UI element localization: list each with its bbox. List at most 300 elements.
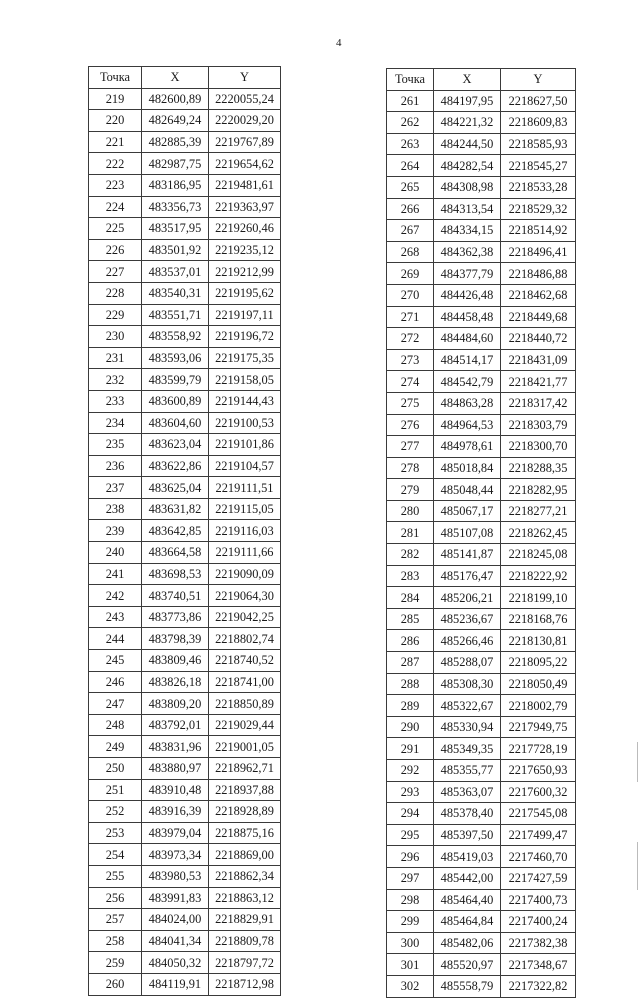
table-row bbox=[387, 371, 576, 393]
cell-x: 485176,47 bbox=[434, 565, 501, 587]
table-row bbox=[387, 457, 576, 479]
cell-y: 2217427,59 bbox=[501, 867, 576, 889]
cell-y: 2219197,11 bbox=[209, 304, 281, 326]
cell-y: 2218962,71 bbox=[209, 758, 281, 780]
table-row bbox=[89, 887, 281, 909]
cell-y: 2218095,22 bbox=[501, 652, 576, 674]
cell-y: 2218627,50 bbox=[501, 90, 576, 112]
cell-point: 259 bbox=[89, 952, 142, 974]
cell-point: 223 bbox=[89, 174, 142, 196]
cell-x: 485308,30 bbox=[434, 673, 501, 695]
table-row bbox=[89, 88, 281, 110]
table-row bbox=[89, 542, 281, 564]
cell-x: 483517,95 bbox=[142, 218, 209, 240]
cell-x: 483623,04 bbox=[142, 434, 209, 456]
cell-x: 483809,20 bbox=[142, 693, 209, 715]
cell-y: 2218486,88 bbox=[501, 263, 576, 285]
cell-point: 272 bbox=[387, 328, 434, 350]
cell-point: 260 bbox=[89, 973, 142, 995]
cell-x: 485266,46 bbox=[434, 630, 501, 652]
cell-point: 234 bbox=[89, 412, 142, 434]
cell-y: 2219654,62 bbox=[209, 153, 281, 175]
cell-point: 258 bbox=[89, 930, 142, 952]
table-row bbox=[89, 520, 281, 542]
cell-x: 484244,50 bbox=[434, 133, 501, 155]
cell-x: 483798,39 bbox=[142, 628, 209, 650]
cell-point: 266 bbox=[387, 198, 434, 220]
cell-point: 250 bbox=[89, 758, 142, 780]
cell-y: 2217382,38 bbox=[501, 932, 576, 954]
cell-x: 484221,32 bbox=[434, 112, 501, 134]
cell-y: 2218168,76 bbox=[501, 608, 576, 630]
cell-x: 483773,86 bbox=[142, 606, 209, 628]
cell-point: 236 bbox=[89, 455, 142, 477]
table-row bbox=[89, 304, 281, 326]
cell-point: 299 bbox=[387, 911, 434, 933]
cell-x: 483916,39 bbox=[142, 801, 209, 823]
cell-x: 484282,54 bbox=[434, 155, 501, 177]
cell-x: 483809,46 bbox=[142, 650, 209, 672]
cell-x: 483642,85 bbox=[142, 520, 209, 542]
cell-x: 483501,92 bbox=[142, 239, 209, 261]
cell-point: 221 bbox=[89, 131, 142, 153]
page-number: 4 bbox=[336, 37, 342, 49]
table-row bbox=[387, 803, 576, 825]
cell-y: 2217499,47 bbox=[501, 824, 576, 846]
cell-y: 2220055,24 bbox=[209, 88, 281, 110]
cell-y: 2218545,27 bbox=[501, 155, 576, 177]
cell-point: 263 bbox=[387, 133, 434, 155]
cell-point: 298 bbox=[387, 889, 434, 911]
header-x: X bbox=[434, 69, 501, 91]
table-row bbox=[89, 153, 281, 175]
cell-y: 2218449,68 bbox=[501, 306, 576, 328]
cell-y: 2217348,67 bbox=[501, 954, 576, 976]
table-row bbox=[387, 500, 576, 522]
cell-x: 483625,04 bbox=[142, 477, 209, 499]
coordinates-table-left bbox=[88, 66, 281, 996]
table-row bbox=[387, 176, 576, 198]
cell-x: 485355,77 bbox=[434, 760, 501, 782]
cell-x: 483826,18 bbox=[142, 671, 209, 693]
cell-x: 485067,17 bbox=[434, 500, 501, 522]
cell-y: 2218741,00 bbox=[209, 671, 281, 693]
cell-point: 295 bbox=[387, 824, 434, 846]
table-header-row bbox=[387, 69, 576, 91]
cell-y: 2220029,20 bbox=[209, 110, 281, 132]
cell-x: 485558,79 bbox=[434, 975, 501, 997]
cell-y: 2218245,08 bbox=[501, 544, 576, 566]
cell-y: 2219196,72 bbox=[209, 326, 281, 348]
cell-y: 2219111,66 bbox=[209, 542, 281, 564]
cell-y: 2219175,35 bbox=[209, 347, 281, 369]
cell-y: 2219104,57 bbox=[209, 455, 281, 477]
cell-x: 484050,32 bbox=[142, 952, 209, 974]
cell-point: 229 bbox=[89, 304, 142, 326]
cell-x: 484313,54 bbox=[434, 198, 501, 220]
cell-x: 485141,87 bbox=[434, 544, 501, 566]
table-row bbox=[89, 261, 281, 283]
cell-point: 225 bbox=[89, 218, 142, 240]
cell-point: 257 bbox=[89, 909, 142, 931]
table-row bbox=[89, 758, 281, 780]
table-row bbox=[89, 585, 281, 607]
cell-point: 284 bbox=[387, 587, 434, 609]
table-row bbox=[89, 412, 281, 434]
cell-point: 241 bbox=[89, 563, 142, 585]
table-row bbox=[387, 198, 576, 220]
table-row bbox=[89, 930, 281, 952]
table-row bbox=[89, 650, 281, 672]
cell-y: 2219001,05 bbox=[209, 736, 281, 758]
cell-x: 485048,44 bbox=[434, 479, 501, 501]
cell-point: 226 bbox=[89, 239, 142, 261]
cell-y: 2218002,79 bbox=[501, 695, 576, 717]
cell-point: 301 bbox=[387, 954, 434, 976]
cell-x: 485107,08 bbox=[434, 522, 501, 544]
table-row bbox=[387, 652, 576, 674]
cell-y: 2219195,62 bbox=[209, 282, 281, 304]
table-row bbox=[387, 824, 576, 846]
cell-y: 2218288,35 bbox=[501, 457, 576, 479]
cell-point: 235 bbox=[89, 434, 142, 456]
table-row bbox=[89, 326, 281, 348]
table-row bbox=[89, 822, 281, 844]
cell-y: 2218262,45 bbox=[501, 522, 576, 544]
cell-y: 2217460,70 bbox=[501, 846, 576, 868]
cell-x: 485464,84 bbox=[434, 911, 501, 933]
cell-point: 288 bbox=[387, 673, 434, 695]
table-row bbox=[387, 565, 576, 587]
cell-y: 2219235,12 bbox=[209, 239, 281, 261]
cell-y: 2219101,86 bbox=[209, 434, 281, 456]
cell-x: 483631,82 bbox=[142, 498, 209, 520]
table-row bbox=[387, 392, 576, 414]
cell-point: 254 bbox=[89, 844, 142, 866]
cell-x: 485397,50 bbox=[434, 824, 501, 846]
cell-point: 282 bbox=[387, 544, 434, 566]
cell-x: 483599,79 bbox=[142, 369, 209, 391]
cell-y: 2219260,46 bbox=[209, 218, 281, 240]
cell-y: 2218609,83 bbox=[501, 112, 576, 134]
cell-point: 224 bbox=[89, 196, 142, 218]
cell-x: 485442,00 bbox=[434, 867, 501, 889]
cell-point: 244 bbox=[89, 628, 142, 650]
cell-point: 285 bbox=[387, 608, 434, 630]
cell-x: 484024,00 bbox=[142, 909, 209, 931]
cell-x: 484964,53 bbox=[434, 414, 501, 436]
cell-point: 276 bbox=[387, 414, 434, 436]
cell-x: 485520,97 bbox=[434, 954, 501, 976]
cell-point: 247 bbox=[89, 693, 142, 715]
cell-x: 484362,38 bbox=[434, 241, 501, 263]
cell-y: 2219064,30 bbox=[209, 585, 281, 607]
table-row bbox=[89, 909, 281, 931]
table-row bbox=[387, 760, 576, 782]
coordinates-table-right bbox=[386, 68, 576, 998]
header-point: Точка bbox=[89, 67, 142, 89]
cell-x: 483186,95 bbox=[142, 174, 209, 196]
cell-x: 485330,94 bbox=[434, 716, 501, 738]
cell-point: 239 bbox=[89, 520, 142, 542]
table-row bbox=[89, 628, 281, 650]
cell-y: 2219212,99 bbox=[209, 261, 281, 283]
cell-point: 287 bbox=[387, 652, 434, 674]
cell-y: 2217400,73 bbox=[501, 889, 576, 911]
cell-y: 2218440,72 bbox=[501, 328, 576, 350]
cell-x: 485378,40 bbox=[434, 803, 501, 825]
cell-y: 2218050,49 bbox=[501, 673, 576, 695]
cell-x: 483558,92 bbox=[142, 326, 209, 348]
table-row bbox=[387, 90, 576, 112]
cell-x: 483604,60 bbox=[142, 412, 209, 434]
table-row bbox=[89, 801, 281, 823]
cell-x: 485236,67 bbox=[434, 608, 501, 630]
table-row bbox=[89, 671, 281, 693]
cell-point: 219 bbox=[89, 88, 142, 110]
cell-x: 483622,86 bbox=[142, 455, 209, 477]
cell-x: 484377,79 bbox=[434, 263, 501, 285]
table-row bbox=[387, 522, 576, 544]
cell-point: 265 bbox=[387, 176, 434, 198]
cell-point: 231 bbox=[89, 347, 142, 369]
table-row bbox=[89, 477, 281, 499]
cell-y: 2218529,32 bbox=[501, 198, 576, 220]
cell-point: 267 bbox=[387, 220, 434, 242]
table-row bbox=[387, 889, 576, 911]
cell-x: 483831,96 bbox=[142, 736, 209, 758]
cell-y: 2219144,43 bbox=[209, 390, 281, 412]
cell-y: 2218850,89 bbox=[209, 693, 281, 715]
cell-y: 2217650,93 bbox=[501, 760, 576, 782]
cell-x: 482649,24 bbox=[142, 110, 209, 132]
cell-point: 220 bbox=[89, 110, 142, 132]
cell-x: 485206,21 bbox=[434, 587, 501, 609]
cell-point: 248 bbox=[89, 714, 142, 736]
cell-point: 233 bbox=[89, 390, 142, 412]
cell-point: 253 bbox=[89, 822, 142, 844]
cell-x: 482885,39 bbox=[142, 131, 209, 153]
table-row bbox=[387, 846, 576, 868]
cell-point: 286 bbox=[387, 630, 434, 652]
cell-point: 256 bbox=[89, 887, 142, 909]
cell-y: 2219029,44 bbox=[209, 714, 281, 736]
cell-point: 242 bbox=[89, 585, 142, 607]
cell-point: 289 bbox=[387, 695, 434, 717]
cell-point: 290 bbox=[387, 716, 434, 738]
cell-x: 484308,98 bbox=[434, 176, 501, 198]
table-row bbox=[387, 630, 576, 652]
cell-x: 485419,03 bbox=[434, 846, 501, 868]
cell-point: 275 bbox=[387, 392, 434, 414]
cell-point: 274 bbox=[387, 371, 434, 393]
cell-y: 2218712,98 bbox=[209, 973, 281, 995]
cell-point: 262 bbox=[387, 112, 434, 134]
table-row bbox=[387, 975, 576, 997]
cell-point: 277 bbox=[387, 436, 434, 458]
cell-x: 485464,40 bbox=[434, 889, 501, 911]
cell-point: 279 bbox=[387, 479, 434, 501]
table-row bbox=[89, 390, 281, 412]
cell-y: 2218199,10 bbox=[501, 587, 576, 609]
cell-y: 2217322,82 bbox=[501, 975, 576, 997]
cell-point: 252 bbox=[89, 801, 142, 823]
cell-y: 2219158,05 bbox=[209, 369, 281, 391]
cell-x: 483593,06 bbox=[142, 347, 209, 369]
table-row bbox=[89, 369, 281, 391]
cell-x: 483600,89 bbox=[142, 390, 209, 412]
cell-x: 483551,71 bbox=[142, 304, 209, 326]
table-row bbox=[89, 131, 281, 153]
table-row bbox=[89, 779, 281, 801]
cell-point: 268 bbox=[387, 241, 434, 263]
cell-point: 240 bbox=[89, 542, 142, 564]
cell-y: 2218937,88 bbox=[209, 779, 281, 801]
scan-edge-mark bbox=[637, 742, 638, 782]
cell-point: 278 bbox=[387, 457, 434, 479]
cell-point: 300 bbox=[387, 932, 434, 954]
cell-x: 483540,31 bbox=[142, 282, 209, 304]
cell-x: 484514,17 bbox=[434, 349, 501, 371]
cell-x: 484119,91 bbox=[142, 973, 209, 995]
cell-y: 2218533,28 bbox=[501, 176, 576, 198]
table-row bbox=[387, 738, 576, 760]
cell-x: 484426,48 bbox=[434, 284, 501, 306]
cell-y: 2217728,19 bbox=[501, 738, 576, 760]
table-row bbox=[387, 954, 576, 976]
cell-point: 271 bbox=[387, 306, 434, 328]
cell-point: 292 bbox=[387, 760, 434, 782]
table-row bbox=[89, 714, 281, 736]
cell-x: 485363,07 bbox=[434, 781, 501, 803]
cell-point: 245 bbox=[89, 650, 142, 672]
cell-point: 302 bbox=[387, 975, 434, 997]
cell-y: 2218496,41 bbox=[501, 241, 576, 263]
table-row bbox=[89, 239, 281, 261]
cell-x: 483664,58 bbox=[142, 542, 209, 564]
cell-y: 2219115,05 bbox=[209, 498, 281, 520]
cell-y: 2218514,92 bbox=[501, 220, 576, 242]
cell-y: 2218431,09 bbox=[501, 349, 576, 371]
cell-y: 2219481,61 bbox=[209, 174, 281, 196]
cell-point: 296 bbox=[387, 846, 434, 868]
cell-y: 2218585,93 bbox=[501, 133, 576, 155]
table-row bbox=[89, 563, 281, 585]
cell-point: 269 bbox=[387, 263, 434, 285]
table-row bbox=[387, 911, 576, 933]
cell-x: 485482,06 bbox=[434, 932, 501, 954]
cell-y: 2219111,51 bbox=[209, 477, 281, 499]
cell-x: 483910,48 bbox=[142, 779, 209, 801]
cell-point: 297 bbox=[387, 867, 434, 889]
cell-point: 283 bbox=[387, 565, 434, 587]
table-row bbox=[89, 196, 281, 218]
cell-y: 2218421,77 bbox=[501, 371, 576, 393]
cell-y: 2218317,42 bbox=[501, 392, 576, 414]
table-row bbox=[387, 349, 576, 371]
cell-x: 484484,60 bbox=[434, 328, 501, 350]
cell-point: 227 bbox=[89, 261, 142, 283]
cell-point: 264 bbox=[387, 155, 434, 177]
cell-y: 2219042,25 bbox=[209, 606, 281, 628]
cell-x: 484978,61 bbox=[434, 436, 501, 458]
cell-point: 251 bbox=[89, 779, 142, 801]
cell-point: 222 bbox=[89, 153, 142, 175]
table-header-row bbox=[89, 67, 281, 89]
cell-y: 2218130,81 bbox=[501, 630, 576, 652]
cell-y: 2218829,91 bbox=[209, 909, 281, 931]
header-x: X bbox=[142, 67, 209, 89]
table-row bbox=[387, 781, 576, 803]
table-row bbox=[387, 436, 576, 458]
table-row bbox=[387, 220, 576, 242]
table-row bbox=[387, 479, 576, 501]
table-row bbox=[89, 347, 281, 369]
table-row bbox=[387, 306, 576, 328]
cell-x: 484334,15 bbox=[434, 220, 501, 242]
cell-x: 484197,95 bbox=[434, 90, 501, 112]
cell-y: 2218282,95 bbox=[501, 479, 576, 501]
header-y: Y bbox=[209, 67, 281, 89]
table-row bbox=[89, 865, 281, 887]
cell-x: 483698,53 bbox=[142, 563, 209, 585]
cell-point: 255 bbox=[89, 865, 142, 887]
table-row bbox=[89, 693, 281, 715]
table-row bbox=[89, 218, 281, 240]
header-point: Точка bbox=[387, 69, 434, 91]
table-row bbox=[387, 695, 576, 717]
cell-y: 2217545,08 bbox=[501, 803, 576, 825]
cell-y: 2218222,92 bbox=[501, 565, 576, 587]
cell-x: 485288,07 bbox=[434, 652, 501, 674]
cell-y: 2217949,75 bbox=[501, 716, 576, 738]
cell-x: 483991,83 bbox=[142, 887, 209, 909]
cell-point: 280 bbox=[387, 500, 434, 522]
table-row bbox=[89, 952, 281, 974]
table-row bbox=[387, 263, 576, 285]
table-row bbox=[387, 608, 576, 630]
cell-x: 484542,79 bbox=[434, 371, 501, 393]
table-row bbox=[387, 673, 576, 695]
table-row bbox=[387, 867, 576, 889]
cell-y: 2218875,16 bbox=[209, 822, 281, 844]
cell-point: 237 bbox=[89, 477, 142, 499]
cell-y: 2218809,78 bbox=[209, 930, 281, 952]
cell-point: 294 bbox=[387, 803, 434, 825]
cell-point: 261 bbox=[387, 90, 434, 112]
table-row bbox=[89, 736, 281, 758]
cell-x: 483792,01 bbox=[142, 714, 209, 736]
cell-x: 484458,48 bbox=[434, 306, 501, 328]
cell-point: 238 bbox=[89, 498, 142, 520]
cell-x: 483973,34 bbox=[142, 844, 209, 866]
table-row bbox=[387, 328, 576, 350]
cell-x: 482987,75 bbox=[142, 153, 209, 175]
table-row bbox=[387, 241, 576, 263]
cell-y: 2218863,12 bbox=[209, 887, 281, 909]
cell-y: 2218303,79 bbox=[501, 414, 576, 436]
cell-x: 485322,67 bbox=[434, 695, 501, 717]
cell-x: 483537,01 bbox=[142, 261, 209, 283]
table-row bbox=[387, 112, 576, 134]
table-row bbox=[387, 414, 576, 436]
table-row bbox=[387, 155, 576, 177]
cell-y: 2218797,72 bbox=[209, 952, 281, 974]
cell-y: 2218300,70 bbox=[501, 436, 576, 458]
cell-y: 2219116,03 bbox=[209, 520, 281, 542]
cell-y: 2218462,68 bbox=[501, 284, 576, 306]
table-row bbox=[89, 455, 281, 477]
